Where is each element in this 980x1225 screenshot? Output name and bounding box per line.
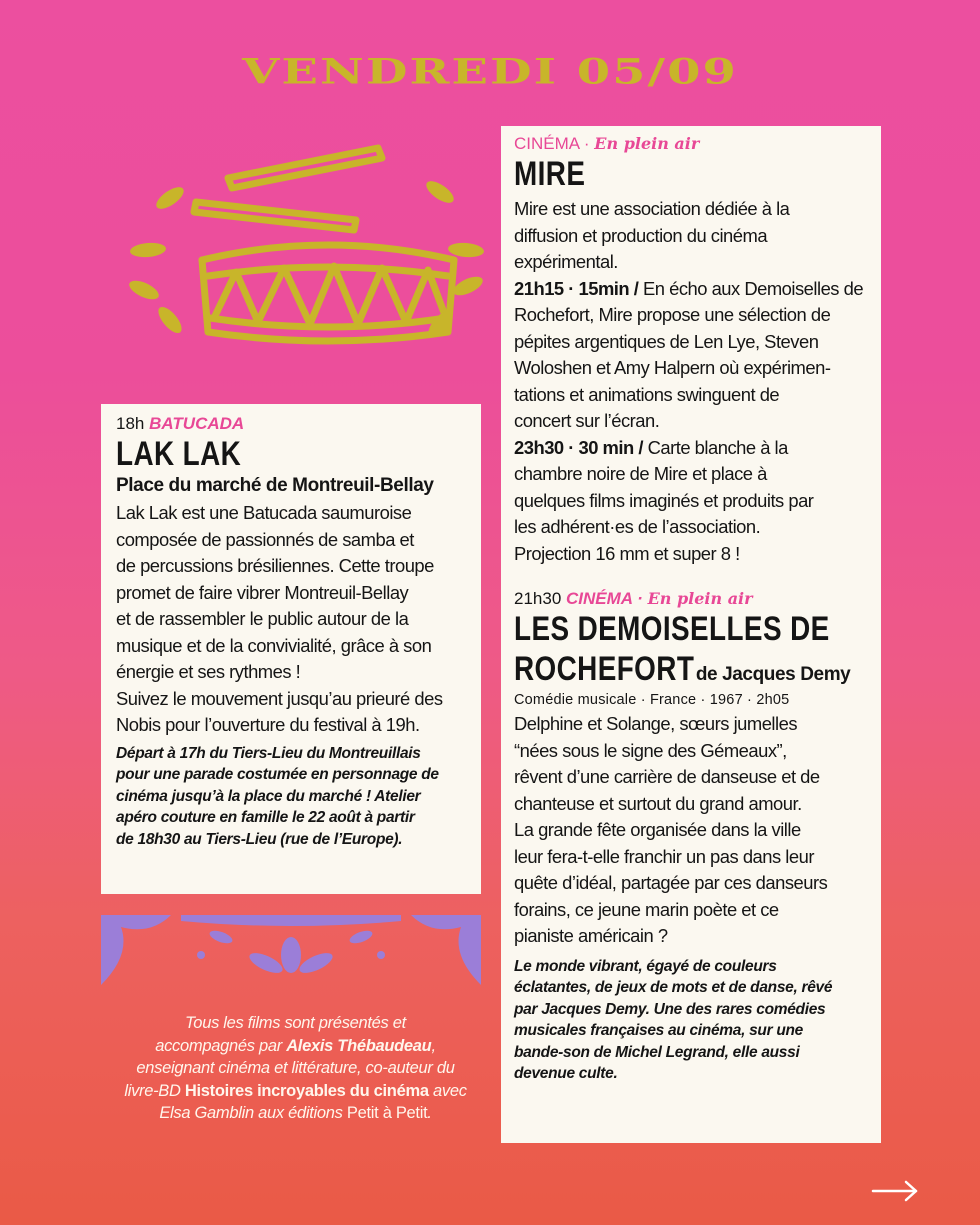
text-line	[514, 435, 871, 462]
text-line: Lak Lak est une Batucada saumuroise	[116, 502, 412, 523]
event-note	[514, 956, 871, 1085]
text-line: Le monde vibrant, égayé de couleurs	[514, 957, 777, 975]
event-title: ROCHEFORT	[514, 650, 695, 688]
text-line	[108, 1102, 483, 1125]
text-line: leur fera-t-elle franchir un pas dans leur	[514, 845, 814, 867]
text-span: livre-BD	[124, 1081, 185, 1100]
text-line: éclatantes, de jeux de mots et de danse, rêvé	[514, 979, 833, 996]
text-line: par Jacques Demy. Une des rares comédies	[514, 1000, 826, 1018]
text-line: apéro couture en famille le 22 août à partir	[116, 809, 415, 826]
event-time: 21h30	[514, 589, 562, 608]
page-title: VENDREDI 05/09	[242, 52, 738, 93]
event-title: LAK LAK	[116, 435, 242, 473]
text-line: pour une parade costumée en personnage de	[116, 766, 439, 783]
text-line: bande-son de Michel Legrand, elle aussi	[514, 1043, 800, 1061]
text-line: forains, ce jeune marin poète et ce	[514, 898, 779, 920]
text-line: tations et animations swinguent de	[514, 383, 780, 405]
text-line: pianiste américain ?	[514, 925, 668, 946]
presenter-name: Alexis Thébaudeau	[286, 1036, 432, 1055]
text-line: les adhérent·es de l’association.	[514, 516, 761, 537]
session-time: 21h15 · 15min /	[514, 277, 639, 299]
text-line: Woloshen et Amy Halpern où expérimen-	[514, 357, 831, 378]
text-line: quête d’idéal, partagée par ces danseurs	[514, 872, 828, 893]
text-line: enseignant cinéma et littérature, co-auteur du	[136, 1059, 455, 1077]
text-line: rêvent d’une carrière de danseuse et de	[514, 766, 820, 787]
text-span: En écho aux Demoiselles de	[638, 277, 864, 299]
text-line: chanteuse et surtout du grand amour.	[514, 792, 802, 814]
text-line	[108, 1035, 483, 1058]
event-title-line-2	[514, 649, 871, 689]
text-span: Carte blanche à la	[642, 436, 788, 458]
event-kicker	[514, 134, 871, 154]
papel-picado-decoration	[101, 915, 481, 995]
text-line: Mire est une association dédiée à la	[514, 198, 790, 219]
text-line: Suivez le mouvement jusqu’au prieuré des	[116, 687, 443, 709]
text-span: .	[427, 1104, 432, 1122]
event-time: 18h	[116, 414, 145, 433]
text-line: concert sur l’écran.	[514, 410, 660, 431]
event-description	[514, 711, 871, 950]
text-line	[108, 1080, 483, 1103]
event-category: CINÉMA ·	[566, 589, 643, 608]
footer-credits	[108, 1012, 483, 1125]
book-title: Histoires incroyables du cinéma	[184, 1081, 429, 1100]
session-time: 23h30 · 30 min /	[514, 436, 643, 458]
text-line: musique et de la convivialité, grâce à son	[116, 634, 432, 656]
event-kicker	[116, 414, 467, 434]
text-line: pépites argentiques de Len Lye, Steven	[514, 330, 819, 352]
text-span: accompagnés par	[155, 1036, 287, 1055]
event-tag: En plein air	[594, 134, 700, 153]
text-line: Nobis pour l’ouverture du festival à 19h.	[116, 714, 420, 735]
text-line: chambre noire de Mire et place à	[514, 463, 767, 484]
text-line: Départ à 17h du Tiers-Lieu du Montreuillais	[116, 744, 421, 762]
text-line: musicales françaises au cinéma, sur une	[514, 1022, 803, 1039]
event-place: Place du marché de Montreuil-Bellay	[116, 475, 434, 496]
arrow-right-icon[interactable]	[870, 1176, 920, 1206]
event-description	[116, 500, 467, 739]
text-line: cinéma jusqu’à la place du marché ! Atelier	[116, 787, 421, 805]
event-kicker	[514, 589, 871, 609]
text-line: Delphine et Solange, sœurs jumelles	[514, 713, 798, 734]
event-title: MIRE	[514, 155, 586, 193]
event-tag: En plein air	[647, 589, 753, 608]
publisher-name: Petit à Petit	[346, 1104, 428, 1122]
text-span: ,	[431, 1036, 436, 1055]
event-card-cinema	[501, 126, 881, 1143]
event-category: CINÉMA ·	[514, 134, 590, 153]
film-meta: Comédie musicale · France · 1967 · 2h05	[514, 692, 790, 708]
text-line: Tous les films sont présentés et	[185, 1014, 406, 1032]
text-line: énergie et ses rythmes !	[116, 661, 301, 682]
event-title: LES DEMOISELLES DE	[514, 610, 830, 648]
text-line: diffusion et production du cinéma	[514, 224, 768, 246]
event-card-lak-lak	[101, 404, 481, 894]
text-line: devenue culte.	[514, 1065, 618, 1082]
text-line: de percussions brésiliennes. Cette troupe	[116, 555, 434, 576]
text-line: La grande fête organisée dans la ville	[514, 819, 801, 840]
event-note	[116, 743, 467, 851]
text-line: de 18h30 au Tiers-Lieu (rue de l’Europe).	[116, 830, 403, 848]
text-line: promet de faire vibrer Montreuil-Bellay	[116, 581, 409, 603]
event-description	[514, 196, 871, 567]
text-line: quelques films imaginés et produits par	[514, 489, 814, 511]
text-span: avec	[428, 1081, 467, 1100]
text-line: et de rassembler le public autour de la	[116, 608, 409, 629]
event-director: de Jacques Demy	[695, 664, 851, 685]
text-line: Rochefort, Mire propose une sélection de	[514, 304, 831, 325]
text-line: composée de passionnés de samba et	[116, 528, 414, 550]
text-line: expérimental.	[514, 251, 618, 272]
text-line	[514, 276, 871, 303]
text-line: Projection 16 mm et super 8 !	[514, 542, 740, 564]
text-span: Elsa Gamblin aux éditions	[159, 1104, 347, 1122]
text-line: “nées sous le signe des Gémeaux”,	[514, 739, 787, 761]
drum-icon	[108, 140, 488, 350]
event-category: BATUCADA	[149, 414, 245, 433]
